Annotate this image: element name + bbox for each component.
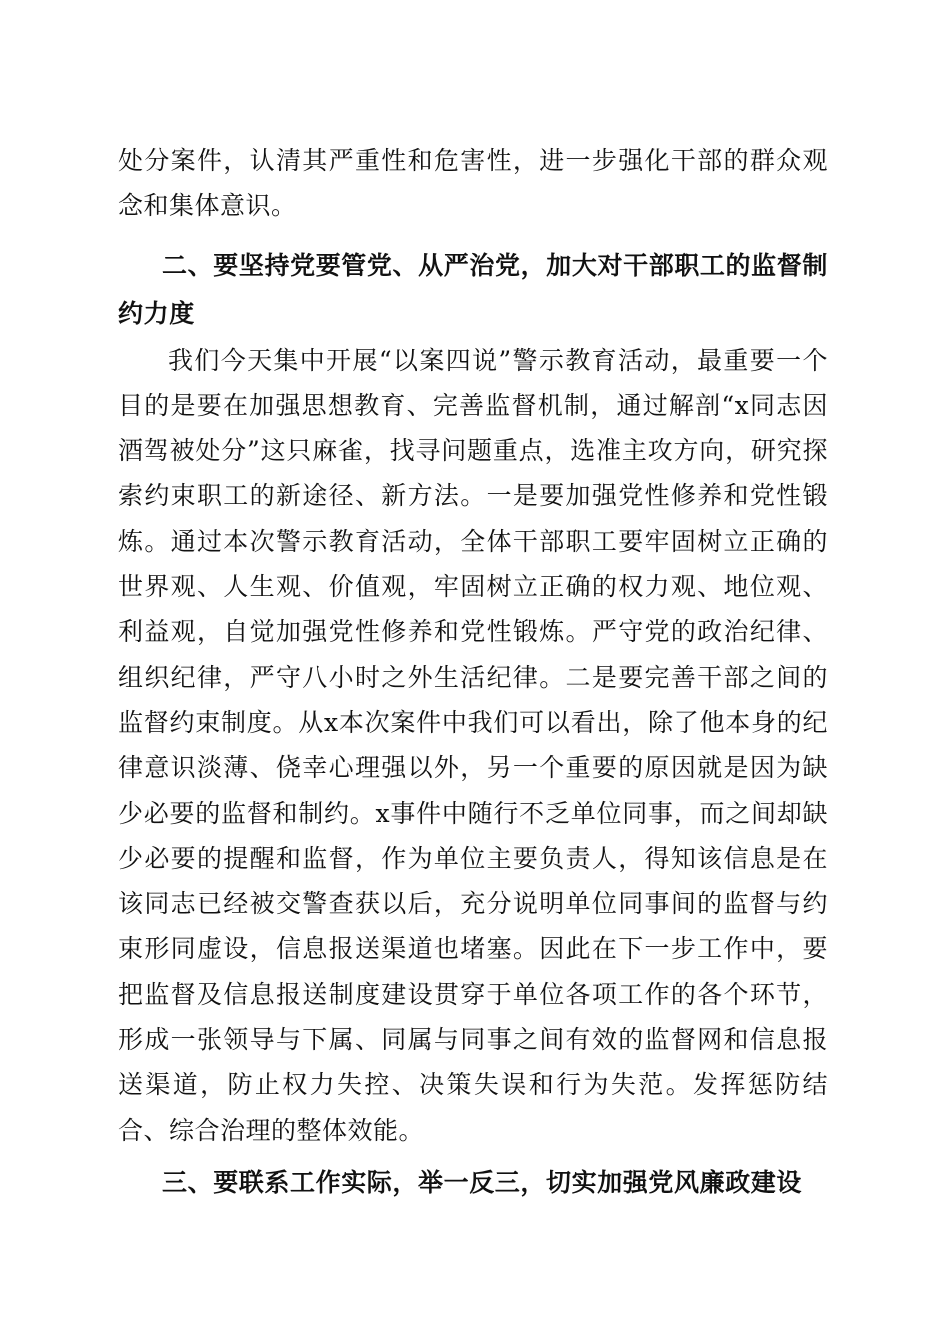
paragraph-intro: 处分案件，认清其严重性和危害性，进一步强化干部的群众观念和集体意识。 — [118, 146, 828, 221]
document-body — [118, 138, 828, 1207]
section-heading-2: 二、要坚持党要管党、从严治党，加大对干部职工的监督制约力度 — [118, 250, 828, 328]
section-heading-3: 三、要联系工作实际，举一反三，切实加强党风廉政建设 — [162, 1167, 803, 1197]
paragraph-section-2: 我们今天集中开展“以案四说”警示教育活动，最重要一个目的是要在加强思想教育、完善监督机制，通过解剖“x同志因酒驾被处分”这只麻雀，找寻问题重点，选准主攻方向，研究探索约束职工的新途径、新方法。一是要加强党性修养和党性锻炼。通过本次警示教育活动，全体干部职工要牢固树立正确的世界观、人生观、价值观，牢固树立正确的权力观、地位观、利益观，自觉加强党性修养和党性锻炼。严守党的政治纪律、组织纪律，严守八小时之外生活纪律。二是要完善干部之间的监督约束制度。从x本次案件中我们可以看出，除了他本身的纪律意识淡薄、侥幸心理强以外，另一个重要的原因就是因为缺少必要的监督和制约。x事件中随行不乏单位同事，而之间却缺少必要的提醒和监督，作为单位主要负责人，得知该信息是在该同志已经被交警查获以后，充分说明单位同事间的监督与约束形同虚设，信息报送渠道也堵塞。因此在下一步工作中，要把监督及信息报送制度建设贯穿于单位各项工作的各个环节，形成一张领导与下属、同属与同事之间有效的监督网和信息报送渠道，防止权力失控、决策失误和行为失范。发挥惩防结合、综合治理的整体效能。 — [118, 345, 828, 1145]
